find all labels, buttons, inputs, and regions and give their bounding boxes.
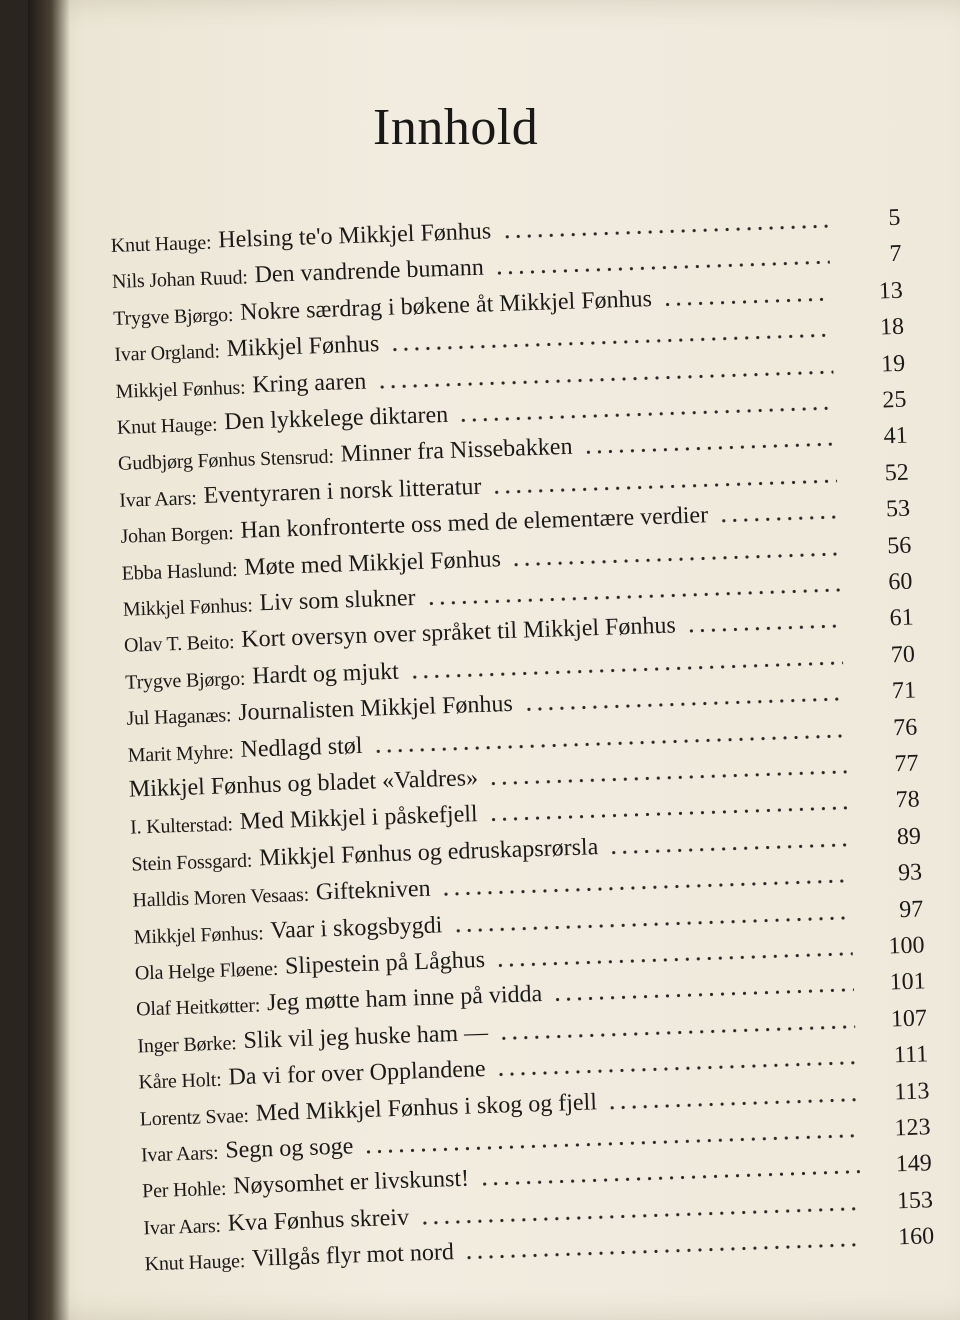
toc-entry-author: Nils Johan Ruud :	[112, 267, 248, 294]
toc-entry-author: Olav T. Beito :	[124, 631, 235, 658]
toc-entry-page-number: 60	[888, 568, 913, 596]
toc-entry-title: Liv som slukner	[259, 585, 416, 617]
toc-entry-title: Møte med Mikkjel Fønhus	[243, 545, 502, 581]
toc-entry-title: Kring aaren	[251, 368, 367, 398]
toc-entry-author: Ebba Haslund :	[121, 559, 237, 586]
book-gutter	[28, 0, 70, 1320]
dot-leader	[686, 624, 842, 633]
toc-entry-title: Villgås flyr mot nord	[251, 1239, 455, 1273]
toc-entry-title: Mikkjel Fønhus og edruskapsrørsla	[258, 833, 599, 872]
toc-entry-author: Marit Myhre :	[127, 741, 234, 767]
toc-entry-author: Lorentz Svae :	[139, 1104, 249, 1131]
toc-entry-title: Giftekniven	[315, 875, 431, 906]
toc-entry-page-number: 101	[889, 968, 927, 996]
toc-entry-title: Den lykkelege diktaren	[223, 401, 449, 436]
toc-entry-page-number: 149	[895, 1150, 933, 1178]
toc-entry-title: Jeg møtte ham inne på vidda	[266, 981, 543, 1017]
toc-entry-page-number: 113	[893, 1077, 930, 1106]
toc-entry-page-number: 93	[897, 859, 923, 887]
toc-entry-page-number: 56	[886, 532, 912, 559]
toc-entry-page-number: 100	[888, 932, 925, 960]
toc-entry-page-number: 70	[890, 641, 916, 669]
dot-leader	[607, 1097, 858, 1109]
toc-entry-author: Kåre Holt :	[138, 1069, 222, 1095]
toc-entry-page-number: 18	[879, 313, 905, 341]
toc-entry-page-number: 97	[898, 895, 924, 923]
toc-entry-author: Inger Børke :	[137, 1032, 237, 1058]
toc-entry-title: Journalisten Mikkjel Fønhus	[237, 691, 514, 727]
book-page	[28, 0, 960, 1320]
toc-entry-author: Ivar Aars :	[143, 1215, 221, 1241]
toc-entry-author: Trygve Bjørgo :	[125, 668, 246, 695]
toc-entry-page-number: 5	[887, 204, 901, 232]
toc-entry-title: Han konfronterte oss med de elementære verdier	[240, 502, 709, 544]
toc-entry-author: Mikkjel Fønhus :	[133, 922, 263, 949]
toc-entry-page-number: 89	[896, 823, 922, 851]
dot-leader	[662, 297, 831, 307]
toc-entry-page-number: 25	[881, 386, 907, 414]
toc-entry-title: Slipestein på Låghus	[284, 946, 486, 980]
toc-entry-author: Ivar Orgland :	[114, 341, 220, 367]
toc-entry-title: Kva Fønhus skreiv	[227, 1204, 410, 1237]
toc-entry-author: Knut Hauge :	[117, 414, 218, 440]
toc-entry-author: Ivar Aars :	[141, 1142, 219, 1168]
toc-entry-author: Knut Hauge :	[110, 232, 211, 258]
toc-entry-author: Ola Helge Fløene :	[135, 958, 279, 986]
toc-entry-title: Helsing te'o Mikkjel Fønhus	[217, 218, 492, 254]
dot-leader	[464, 1243, 862, 1260]
toc-entry-title: Minner fra Nissebakken	[340, 434, 573, 468]
dot-leader	[718, 515, 838, 523]
toc-entry-author: Jul Haganæs :	[126, 704, 232, 730]
toc-entry-author: Olaf Heitkøtter :	[136, 995, 261, 1022]
table-of-contents	[108, 134, 935, 1276]
toc-entry-title: Nokre særdrag i bøkene åt Mikkjel Fønhus	[239, 285, 653, 326]
toc-entry-page-number: 153	[896, 1187, 934, 1215]
toc-entry-page-number: 53	[885, 495, 911, 523]
toc-entry-page-number: 76	[892, 714, 918, 741]
toc-entry-title: Den vandrende bumann	[254, 254, 485, 289]
toc-entry-page-number: 61	[889, 604, 915, 632]
toc-entry-page-number: 7	[889, 241, 902, 268]
toc-entry-page-number: 123	[894, 1114, 931, 1142]
toc-entry-title: Da vi for over Opplandene	[228, 1056, 487, 1091]
toc-entry-title: Mikkjel Fønhus og bladet «Valdres»	[128, 765, 479, 803]
toc-entry-page-number: 111	[893, 1041, 929, 1069]
toc-entry-title: Mikkjel Fønhus	[226, 331, 380, 363]
toc-entry-author: Trygve Bjørgo :	[113, 304, 234, 331]
toc-entry-title: Slik vil jeg huske ham —	[243, 1019, 489, 1054]
toc-entry-page-number: 52	[884, 459, 910, 487]
toc-entry-author: I. Kulterstad :	[130, 814, 233, 840]
toc-entry-author: Mikkjel Fønhus :	[115, 376, 245, 403]
toc-entry-page-number: 78	[895, 786, 921, 814]
toc-entry-title: Med Mikkjel Fønhus i skog og fjell	[255, 1088, 598, 1127]
toc-entry-title: Eventyraren i norsk litteratur	[203, 473, 482, 509]
dot-leader	[583, 442, 836, 454]
toc-entry-page-number: 77	[894, 750, 919, 778]
toc-entry-title: Vaar i skogsbygdi	[270, 911, 443, 944]
toc-entry-author: Per Hohle :	[142, 1178, 227, 1204]
toc-entry-author: Knut Hauge :	[144, 1250, 245, 1276]
toc-entry-title: Med Mikkjel i påskefjell	[239, 801, 479, 836]
toc-entry-author: Gudbjørg Fønhus Stensrud :	[118, 446, 334, 476]
toc-entry-title: Segn og soge	[224, 1133, 354, 1164]
toc-entry-author: Halldis Moren Vesaas :	[132, 884, 309, 913]
dot-leader	[608, 843, 849, 855]
toc-entry-page-number: 107	[890, 1005, 928, 1033]
toc-entry-title: Nøysomhet er livskunst!	[232, 1165, 470, 1200]
page-title: Innhold	[373, 99, 539, 156]
toc-entry-page-number: 13	[878, 277, 904, 305]
toc-entry-author: Mikkjel Fønhus :	[123, 594, 253, 621]
toc-entry-page-number: 160	[897, 1223, 935, 1251]
toc-entry-title: Kort oversyn over språket til Mikkjel Fønhus	[240, 612, 677, 654]
toc-entry-page-number: 71	[891, 677, 917, 705]
toc-entry-author: Johan Borgen :	[120, 522, 234, 549]
toc-entry-title: Nedlagd støl	[240, 732, 363, 763]
toc-entry-author: Stein Fossgard :	[131, 849, 253, 876]
toc-entry-page-number: 19	[880, 350, 906, 378]
toc-entry-page-number: 41	[883, 423, 909, 450]
toc-entry-title: Hardt og mjukt	[251, 658, 400, 690]
toc-entry-author: Ivar Aars :	[119, 487, 197, 513]
